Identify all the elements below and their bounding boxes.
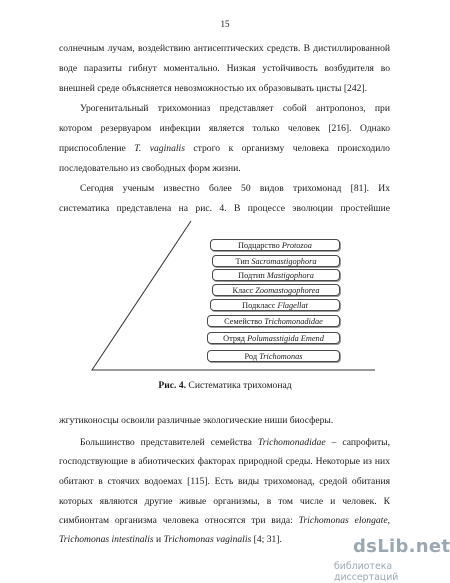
text-line: систематика представлена на рис. 4. В процессе эволюции простейшие (59, 203, 390, 214)
text-line: которых являются другие живые организмы, в том числе и человек. К (59, 496, 390, 507)
taxonomy-box-subphylum: Подтип Mastigophora (212, 269, 340, 281)
taxonomy-box-subclass: Подкласс Flagellat (210, 299, 340, 311)
taxonomy-box-order: Отряд Polumasstigida Emend (207, 332, 340, 344)
text-line: солнечным лучам, воздействию антисептических средств. В дистиллированной (59, 43, 390, 54)
taxonomy-box-class: Класс Zoomastogophorea (212, 284, 340, 296)
figure-caption-text: Систематика трихомонад (186, 380, 292, 391)
taxonomy-box-subkingdom: Подцарство Protozoa (210, 239, 340, 251)
watermark-logo: dsLib.net (353, 536, 450, 557)
family-name: Trichomonadidae (257, 437, 326, 448)
text-line: Урогенитальный трихомониаз представляет собой антропоноз, при (80, 103, 390, 114)
text-line: внешней среде объясняется невозможностью их образовывать цисты [242]. (59, 83, 368, 94)
text-span: симбионтам организма человека относятся три вида: (59, 515, 299, 526)
taxonomy-box-family: Семейство Trichomonadidae (207, 315, 340, 327)
text-span: приспособление (59, 143, 135, 154)
species-name: Trichomonas intestinalis (59, 534, 154, 545)
watermark-subtitle: библиотека диссертаций (334, 561, 399, 583)
species-name: Trichomonas elongate (298, 515, 388, 526)
text-span: строго к организму человека происходило (184, 143, 390, 154)
text-span: , (387, 515, 390, 526)
text-span: – сапрофиты, (325, 437, 390, 448)
page-number: 15 (220, 19, 230, 29)
text-span: [4; 31]. (251, 534, 282, 545)
text-line: жгутиконосцы освоили различные экологические ниши биосферы. (59, 415, 334, 426)
figure-label: Рис. 4. (158, 380, 187, 391)
text-line: воде паразиты гибнут моментально. Низкая устойчивость возбудителя во (59, 63, 390, 74)
text-line: Сегодня ученым известно более 50 видов трихомонад [81]. Их (80, 183, 390, 194)
species-name: T. vaginalis (134, 143, 185, 154)
text-span: Большинство представителей семейства (80, 437, 258, 448)
species-name: Trichomonas vaginalis (163, 534, 252, 545)
text-line (59, 534, 390, 546)
taxonomy-box-genus: Род Trichomonas (207, 350, 340, 362)
text-line: господствующие в абиотических факторах природной среды. Некоторые из них (59, 456, 390, 467)
text-line: котором резервуаром инфекции является только человек [216]. Однако (59, 123, 390, 134)
taxonomy-box-phylum: Тип Sacromastigophora (212, 255, 340, 267)
text-line: обитают в стоячих водоемах [115]. Есть виды трихомонад, средой обитания (59, 476, 390, 487)
text-line (59, 515, 390, 527)
text-span: и (153, 534, 164, 545)
text-line: последовательно из свободных форм жизни. (59, 163, 241, 174)
figure-caption (0, 380, 450, 391)
text-line (80, 437, 390, 449)
